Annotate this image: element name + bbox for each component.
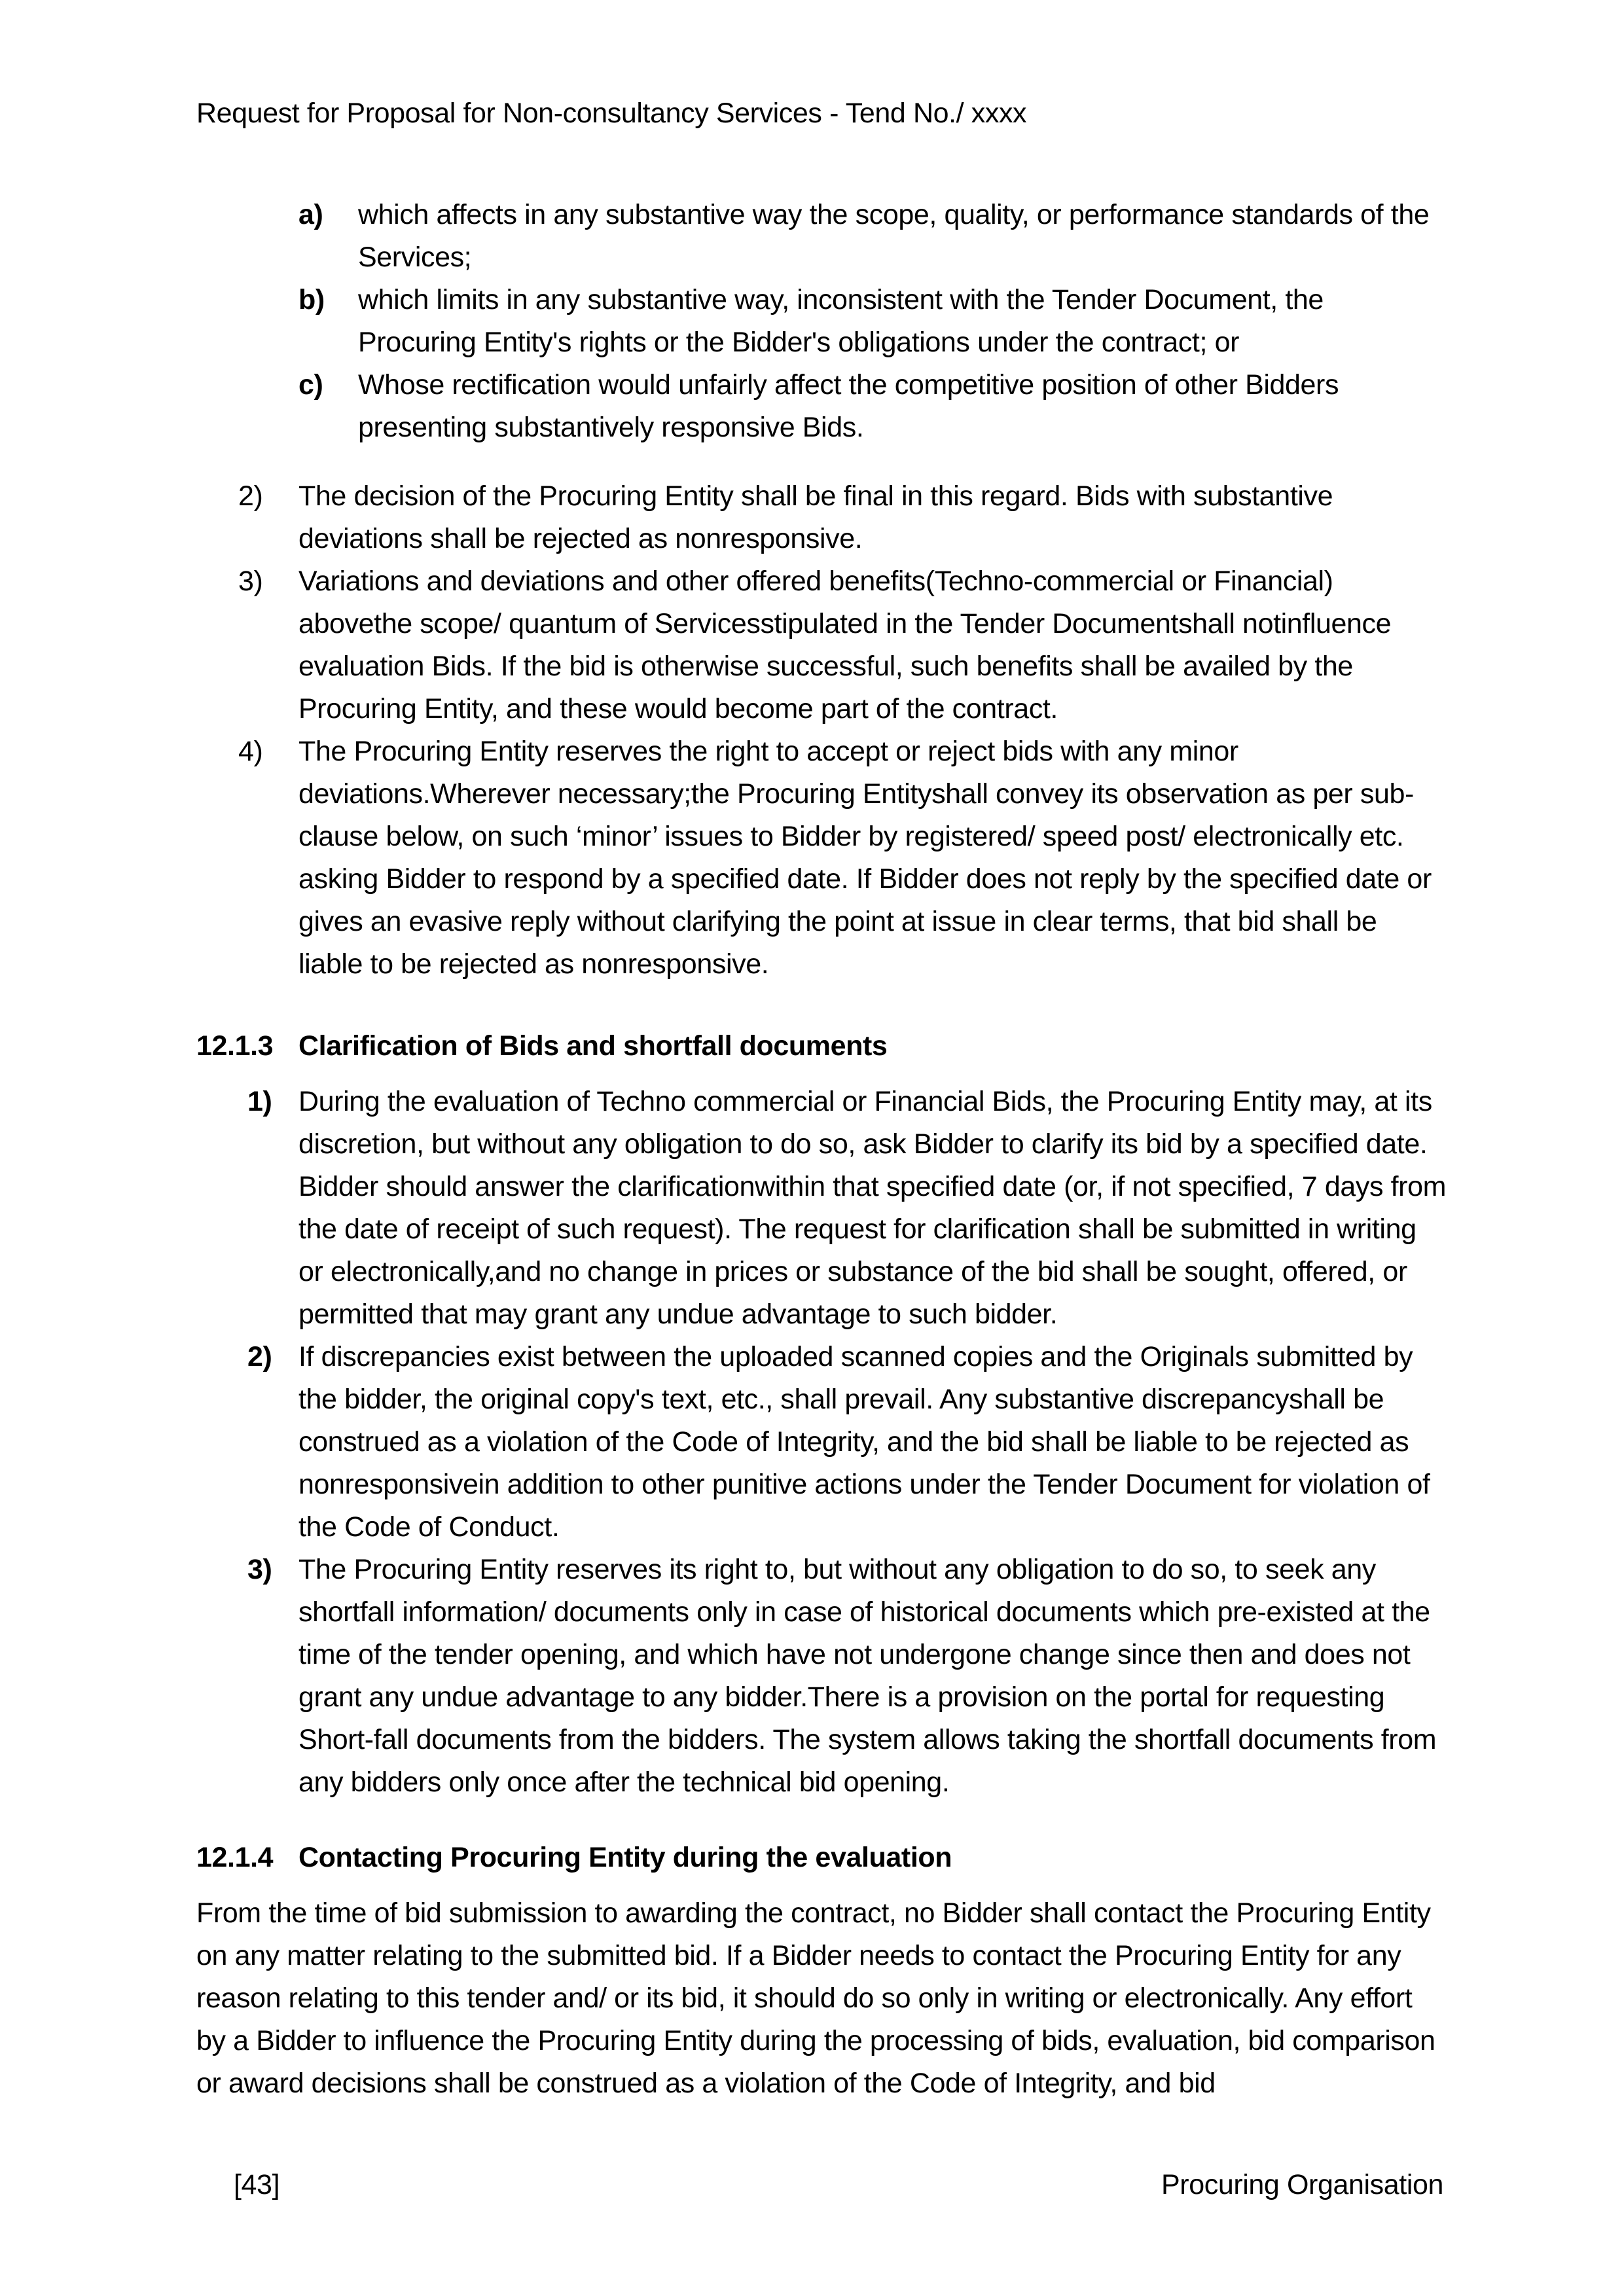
- list-item-marker: 3): [238, 565, 263, 597]
- list-item-marker: 4): [238, 736, 263, 767]
- header-title: Request for Proposal for Non-consultancy Services - Tend No./ xxxx: [196, 98, 1027, 129]
- page-footer: [196, 2164, 1443, 2206]
- page-number: [43]: [234, 2169, 280, 2200]
- footer-organisation: Procuring Organisation: [1161, 2169, 1443, 2200]
- numbered-list-234: [196, 475, 1448, 986]
- section-heading-12-1-4: [196, 1837, 1448, 1879]
- list-item-text: Whose rectification would unfairly affect the competitive position of other Bidders presenting substantively responsive Bids.: [358, 369, 1339, 443]
- list-item-text: The decision of the Procuring Entity shall be final in this regard. Bids with substantive deviations shall be rejected as nonresponsive.: [298, 480, 1333, 554]
- list-item: [196, 1549, 1448, 1804]
- list-item-text: Variations and deviations and other offered benefits(Techno-commercial or Financial) abovethe scope/ quantum of Servicesstipulated in the Tender Documentshall notinfluence evaluation Bids. If the bid is otherwise successful, such benefits shall be availed by the Procuring Entity, and these would become part of the contract.: [298, 565, 1392, 725]
- section-title: Contacting Procuring Entity during the evaluation: [298, 1842, 952, 1873]
- section-number: 12.1.3: [196, 1030, 274, 1062]
- sub-clause-list: [196, 194, 1448, 449]
- list-item: [196, 279, 1448, 364]
- numbered-list-123: [196, 1081, 1448, 1804]
- section-title: Clarification of Bids and shortfall documents: [298, 1030, 888, 1062]
- list-item-marker: 2): [238, 480, 263, 512]
- list-item-marker: a): [298, 199, 323, 230]
- list-item-text: The Procuring Entity reserves the right to accept or reject bids with any minor deviations.Wherever necessary;the Procuring Entityshall convey its observation as per sub-clause below, on such ‘minor’ issues to Bidder by registered/ speed post/ electronically etc. asking Bidder to respond by a specified date. If Bidder does not reply by the specified date or gives an evasive reply without clarifying the point at issue in clear terms, that bid shall be liable to be rejected as nonresponsive.: [298, 736, 1432, 980]
- list-item: [196, 730, 1448, 986]
- list-item-marker: c): [298, 369, 323, 401]
- list-item: [196, 194, 1448, 279]
- list-item: [196, 560, 1448, 730]
- list-item-text: The Procuring Entity reserves its right to, but without any obligation to do so, to seek any shortfall information/ documents only in case of historical documents which pre-existed at the time of the tender opening, and which have not undergone change since then and does not grant any undue advantage to any bidder.There is a provision on the portal for requesting Short-fall documents from the bidders. The system allows taking the shortfall documents from any bidders only once after the technical bid opening.: [298, 1554, 1437, 1798]
- list-item-text: If discrepancies exist between the uploaded scanned copies and the Originals submitted by the bidder, the original copy's text, etc., shall prevail. Any substantive discrepancyshall be construed as a violation of the Code of Integrity, and the bid shall be liable to be rejected as nonresponsivein addition to other punitive actions under the Tender Document for violation of the Code of Conduct.: [298, 1341, 1430, 1543]
- list-item-marker: 2): [247, 1341, 272, 1372]
- list-item-text: which affects in any substantive way the scope, quality, or performance standards of the Services;: [358, 199, 1430, 273]
- list-item: [196, 475, 1448, 560]
- section-number: 12.1.4: [196, 1842, 274, 1873]
- list-item: [196, 1336, 1448, 1549]
- list-item: [196, 1081, 1448, 1336]
- list-item-marker: b): [298, 284, 325, 315]
- list-item-text: which limits in any substantive way, inconsistent with the Tender Document, the Procuring Entity's rights or the Bidder's obligations under the contract; or: [358, 284, 1324, 358]
- section-paragraph: From the time of bid submission to awarding the contract, no Bidder shall contact the Procuring Entity on any matter relating to the submitted bid. If a Bidder needs to contact the Procuring Entity for any reason relating to this tender and/ or its bid, it should do so only in writing or electronically. Any effort by a Bidder to influence the Procuring Entity during the processing of bids, evaluation, bid comparison or award decisions shall be construed as a violation of the Code of Integrity, and bid: [196, 1897, 1435, 2099]
- list-item-marker: 3): [247, 1554, 272, 1585]
- page-header: [196, 92, 1447, 135]
- list-item: [196, 364, 1448, 449]
- list-item-text: During the evaluation of Techno commercial or Financial Bids, the Procuring Entity may, at its discretion, but without any obligation to do so, ask Bidder to clarify its bid by a specified date. Bidder should answer the clarificationwithin that specified date (or, if not specified, 7 days from the date of receipt of such request). The request for clarification shall be submitted in writing or electronically,and no change in prices or substance of the bid shall be sought, offered, or permitted that may grant any undue advantage to such bidder.: [298, 1086, 1447, 1330]
- list-item-marker: 1): [247, 1086, 272, 1117]
- section-heading-12-1-3: [196, 1025, 1448, 1067]
